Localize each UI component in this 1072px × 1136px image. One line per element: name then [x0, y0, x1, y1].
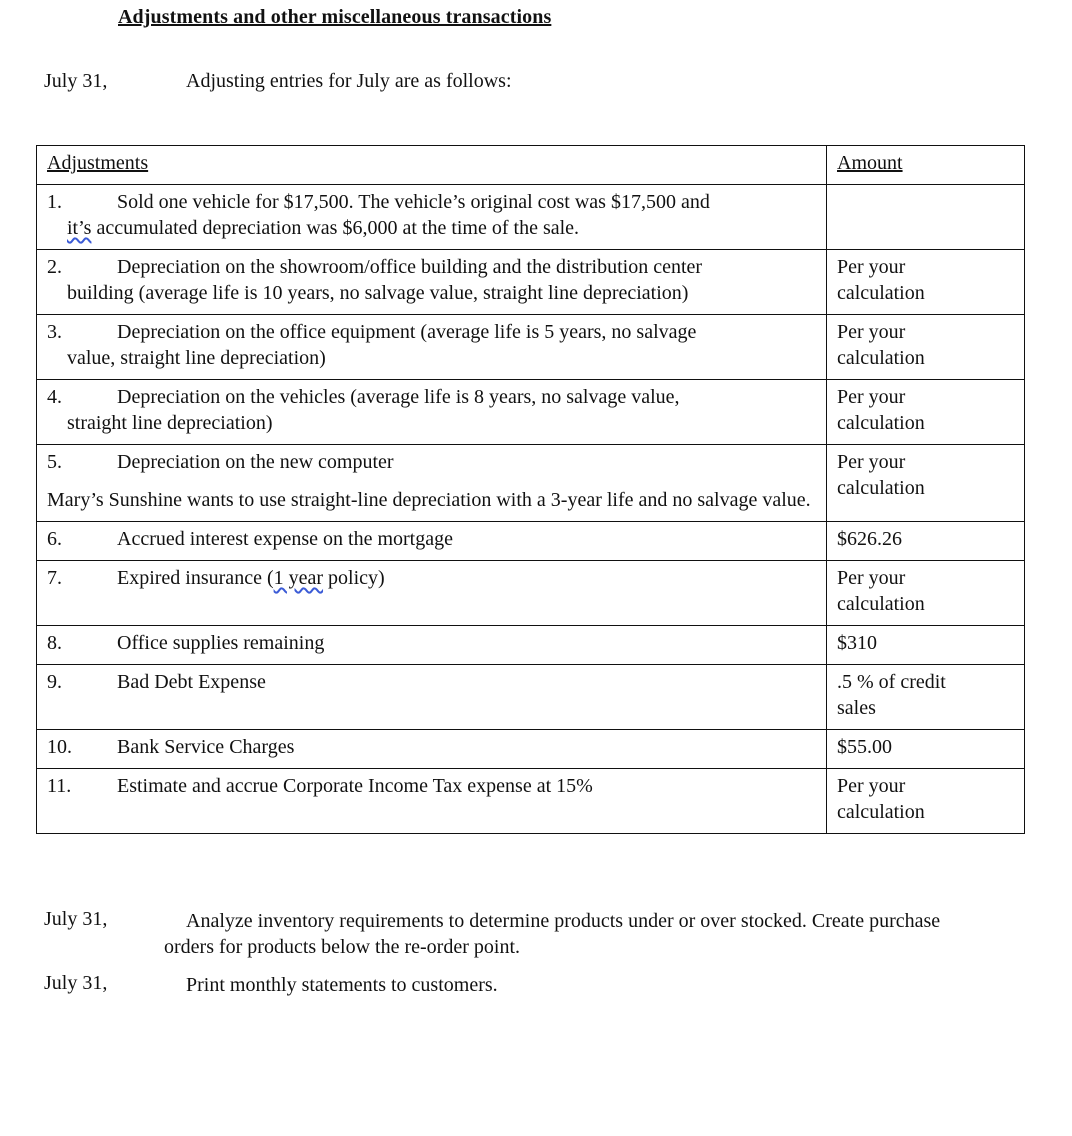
row-description [37, 445, 827, 522]
row-number: 9. [47, 671, 62, 693]
amount-line-1: Per your [837, 567, 906, 589]
row-number: 4. [47, 386, 62, 408]
row-description [37, 250, 827, 315]
row-amount [827, 185, 1025, 250]
row-description [37, 626, 827, 665]
row-number: 5. [47, 451, 62, 473]
row-amount [827, 315, 1025, 380]
row-number: 1. [47, 191, 62, 213]
amount-header-cell [827, 146, 1025, 185]
row-number: 3. [47, 321, 62, 343]
footer-date: July 31, [44, 972, 108, 994]
row-note: Mary’s Sunshine wants to use straight-line depreciation with a 3-year life and no salvage value. [47, 489, 811, 511]
adjustments-header-cell [37, 146, 827, 185]
row-description [37, 769, 827, 834]
amount-line-1: Per your [837, 451, 906, 473]
row-text-first-b: policy) [323, 567, 385, 589]
row-number: 8. [47, 632, 62, 654]
row-amount [827, 380, 1025, 445]
row-text-first: Bank Service Charges [117, 736, 295, 758]
amount-line-2: calculation [837, 477, 925, 499]
row-text-first: Accrued interest expense on the mortgage [117, 528, 453, 550]
footer-text: Analyze inventory requirements to determine products under or over stocked. Create purchase orders for products below the re-order point. [164, 910, 941, 958]
row-text-first: Depreciation on the vehicles (average life is 8 years, no salvage value, [117, 386, 680, 408]
row-description [37, 665, 827, 730]
amount-header: Amount [837, 152, 903, 174]
adjustments-table [36, 145, 1025, 834]
row-text-first: Estimate and accrue Corporate Income Tax expense at 15% [117, 775, 593, 797]
amount-line-1: Per your [837, 775, 906, 797]
amount-line-1: $626.26 [837, 528, 902, 550]
intro-date: July 31, [44, 70, 108, 92]
row-description [37, 561, 827, 626]
table-row [37, 445, 1025, 522]
row-description [37, 380, 827, 445]
amount-line-2: calculation [837, 282, 925, 304]
amount-line-1: .5 % of credit [837, 671, 946, 693]
table-row [37, 769, 1025, 834]
row-description [37, 185, 827, 250]
amount-line-2: calculation [837, 347, 925, 369]
table-row [37, 185, 1025, 250]
row-amount [827, 665, 1025, 730]
row-number: 10. [47, 736, 72, 758]
amount-line-1: $310 [837, 632, 877, 654]
row-text-rest: building (average life is 10 years, no salvage value, straight line depreciation) [67, 282, 689, 304]
amount-line-2: calculation [837, 593, 925, 615]
amount-line-2: calculation [837, 801, 925, 823]
row-amount [827, 730, 1025, 769]
amount-line-1: Per your [837, 386, 906, 408]
row-description [37, 730, 827, 769]
spellcheck-flag: it’s [67, 217, 92, 239]
amount-line-1: Per your [837, 321, 906, 343]
row-amount [827, 769, 1025, 834]
table-row [37, 730, 1025, 769]
table-row [37, 561, 1025, 626]
amount-line-1: Per your [837, 256, 906, 278]
amount-line-1: $55.00 [837, 736, 892, 758]
row-number: 2. [47, 256, 62, 278]
row-text-first: Depreciation on the new computer [117, 451, 394, 473]
table-row [37, 315, 1025, 380]
row-text-rest: accumulated depreciation was $6,000 at the time of the sale. [91, 217, 580, 239]
adjustments-header: Adjustments [47, 152, 149, 174]
row-text-first: Depreciation on the showroom/office building and the distribution center [117, 256, 703, 278]
spellcheck-flag: 1 year [273, 567, 324, 589]
row-description [37, 315, 827, 380]
row-description [37, 522, 827, 561]
amount-line-2: sales [837, 697, 876, 719]
row-text-first: Depreciation on the office equipment (average life is 5 years, no salvage [117, 321, 697, 343]
row-amount [827, 522, 1025, 561]
row-number: 7. [47, 567, 62, 589]
table-row [37, 522, 1025, 561]
row-text-first: Sold one vehicle for $17,500. The vehicle’s original cost was $17,500 and [117, 191, 710, 213]
row-text-rest: straight line depreciation) [67, 412, 273, 434]
row-amount [827, 626, 1025, 665]
row-number: 6. [47, 528, 62, 550]
row-amount [827, 250, 1025, 315]
table-row [37, 380, 1025, 445]
row-number: 11. [47, 775, 72, 797]
row-text-first-a: Expired insurance ( [117, 567, 274, 589]
intro-text: Adjusting entries for July are as follows: [186, 70, 512, 92]
row-text-rest: value, straight line depreciation) [67, 347, 326, 369]
page-title: Adjustments and other miscellaneous transactions [118, 6, 552, 28]
footer-text: Print monthly statements to customers. [186, 974, 498, 996]
table-row [37, 665, 1025, 730]
table-row [37, 626, 1025, 665]
row-text-first: Bad Debt Expense [117, 671, 266, 693]
table-header-row [37, 146, 1025, 185]
amount-line-2: calculation [837, 412, 925, 434]
footer-date: July 31, [44, 908, 108, 930]
row-text-first: Office supplies remaining [117, 632, 325, 654]
row-amount [827, 445, 1025, 522]
table-row [37, 250, 1025, 315]
row-amount [827, 561, 1025, 626]
